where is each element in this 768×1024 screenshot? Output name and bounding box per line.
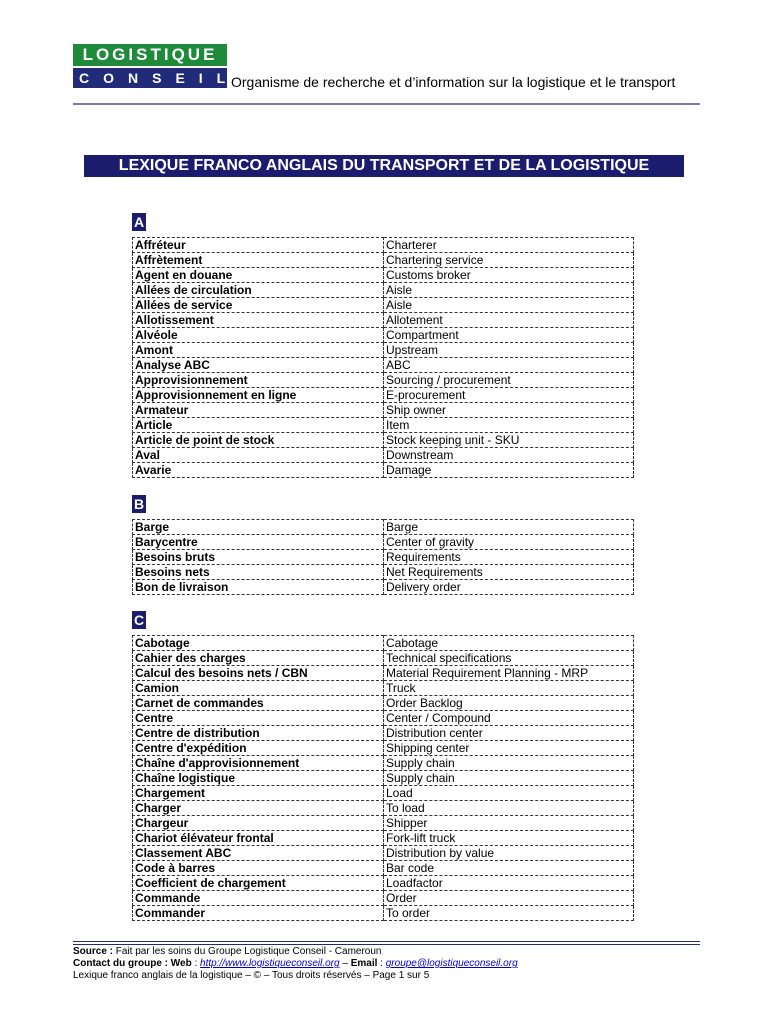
footer-divider: [73, 944, 700, 945]
french-term: Analyse ABC: [133, 358, 384, 373]
french-term: Chargement: [133, 786, 384, 801]
english-term: Order Backlog: [384, 696, 634, 711]
table-row: [133, 328, 634, 343]
table-row: [133, 711, 634, 726]
french-term: Barge: [133, 520, 384, 535]
english-term: Customs broker: [384, 268, 634, 283]
footer-copyright: Lexique franco anglais de la logistique – © – Tous droits réservés – Page 1 sur 5: [73, 970, 430, 981]
footer-sep: :: [377, 958, 386, 969]
english-term: Center / Compound: [384, 711, 634, 726]
french-term: Classement ABC: [133, 846, 384, 861]
logo-top-text: LOGISTIQUE: [73, 44, 227, 66]
french-term: Avarie: [133, 463, 384, 478]
logo-bottom-text: CONSEIL: [73, 68, 227, 88]
page-title: LEXIQUE FRANCO ANGLAIS DU TRANSPORT ET DE LA LOGISTIQUE: [84, 155, 684, 177]
french-term: Alvéole: [133, 328, 384, 343]
french-term: Centre de distribution: [133, 726, 384, 741]
french-term: Bon de livraison: [133, 580, 384, 595]
english-term: Allotement: [384, 313, 634, 328]
table-row: [133, 831, 634, 846]
english-term: Charterer: [384, 238, 634, 253]
french-term: Affréteur: [133, 238, 384, 253]
table-row: [133, 550, 634, 565]
french-term: Chaîne d'approvisionnement: [133, 756, 384, 771]
english-term: Sourcing / procurement: [384, 373, 634, 388]
table-row: [133, 756, 634, 771]
section-header-c: [132, 611, 146, 630]
french-term: Coefficient de chargement: [133, 876, 384, 891]
table-row: [133, 565, 634, 580]
table-row: [133, 741, 634, 756]
french-term: Cabotage: [133, 636, 384, 651]
english-term: Item: [384, 418, 634, 433]
table-row: [133, 786, 634, 801]
table-row: [133, 433, 634, 448]
french-term: Besoins nets: [133, 565, 384, 580]
french-term: Article de point de stock: [133, 433, 384, 448]
table-row: [133, 358, 634, 373]
french-term: Allotissement: [133, 313, 384, 328]
english-term: Delivery order: [384, 580, 634, 595]
table-row: [133, 463, 634, 478]
footer-sep: –: [339, 958, 351, 969]
table-row: [133, 388, 634, 403]
table-row: [133, 253, 634, 268]
english-term: ABC: [384, 358, 634, 373]
table-row: [133, 448, 634, 463]
french-term: Amont: [133, 343, 384, 358]
english-term: Distribution by value: [384, 846, 634, 861]
table-row: [133, 846, 634, 861]
english-term: Compartment: [384, 328, 634, 343]
french-term: Carnet de commandes: [133, 696, 384, 711]
french-term: Article: [133, 418, 384, 433]
footer-source-label: Source :: [73, 946, 114, 957]
logo: [73, 44, 240, 88]
section-letter: A: [133, 214, 145, 230]
table-row: [133, 343, 634, 358]
table-row: [133, 535, 634, 550]
french-term: Armateur: [133, 403, 384, 418]
french-term: Commande: [133, 891, 384, 906]
english-term: Aisle: [384, 298, 634, 313]
french-term: Aval: [133, 448, 384, 463]
english-term: Technical specifications: [384, 651, 634, 666]
footer-web-link[interactable]: http://www.logistiqueconseil.org: [200, 958, 340, 969]
table-row: [133, 268, 634, 283]
french-term: Commander: [133, 906, 384, 921]
english-term: Load: [384, 786, 634, 801]
tagline: Organisme de recherche et d’information sur la logistique et le transport: [231, 74, 676, 90]
english-term: Order: [384, 891, 634, 906]
english-term: Fork-lift truck: [384, 831, 634, 846]
english-term: Supply chain: [384, 756, 634, 771]
footer-email-label: Email: [350, 958, 378, 969]
english-term: Downstream: [384, 448, 634, 463]
section-letter: B: [133, 496, 145, 512]
french-term: Chaîne logistique: [133, 771, 384, 786]
english-term: Stock keeping unit - SKU: [384, 433, 634, 448]
table-row: [133, 580, 634, 595]
french-term: Agent en douane: [133, 268, 384, 283]
english-term: Cabotage: [384, 636, 634, 651]
english-term: Shipping center: [384, 741, 634, 756]
french-term: Centre d'expédition: [133, 741, 384, 756]
french-term: Cahier des charges: [133, 651, 384, 666]
table-row: [133, 651, 634, 666]
english-term: To order: [384, 906, 634, 921]
table-row: [133, 771, 634, 786]
footer-divider: [73, 941, 700, 942]
french-term: Chariot élévateur frontal: [133, 831, 384, 846]
french-term: Code à barres: [133, 861, 384, 876]
table-row: [133, 861, 634, 876]
table-row: [133, 283, 634, 298]
table-row: [133, 666, 634, 681]
english-term: Supply chain: [384, 771, 634, 786]
english-term: Barge: [384, 520, 634, 535]
table-row: [133, 636, 634, 651]
french-term: Camion: [133, 681, 384, 696]
table-row: [133, 876, 634, 891]
english-term: Center of gravity: [384, 535, 634, 550]
english-term: Loadfactor: [384, 876, 634, 891]
terms-table-a: [132, 237, 634, 478]
footer-source: [73, 946, 518, 958]
english-term: Damage: [384, 463, 634, 478]
table-row: [133, 313, 634, 328]
section-header-a: [132, 213, 146, 232]
table-row: [133, 298, 634, 313]
french-term: Affrètement: [133, 253, 384, 268]
table-row: [133, 906, 634, 921]
english-term: To load: [384, 801, 634, 816]
table-row: [133, 726, 634, 741]
footer-sep: :: [191, 958, 201, 969]
footer-contact-label: Contact du groupe : Web: [73, 958, 192, 969]
table-row: [133, 681, 634, 696]
english-term: Upstream: [384, 343, 634, 358]
english-term: Distribution center: [384, 726, 634, 741]
table-row: [133, 801, 634, 816]
table-row: [133, 696, 634, 711]
french-term: Barycentre: [133, 535, 384, 550]
french-term: Allées de circulation: [133, 283, 384, 298]
footer-source-text: Fait par les soins du Groupe Logistique Conseil - Cameroun: [113, 946, 382, 957]
footer-contact: [73, 958, 518, 970]
english-term: Chartering service: [384, 253, 634, 268]
english-term: Aisle: [384, 283, 634, 298]
table-row: [133, 520, 634, 535]
french-term: Approvisionnement en ligne: [133, 388, 384, 403]
section-letter: C: [133, 612, 145, 628]
section-header-b: [132, 495, 146, 514]
english-term: Net Requirements: [384, 565, 634, 580]
header-divider: [73, 103, 700, 105]
table-row: [133, 238, 634, 253]
footer: [73, 946, 518, 982]
french-term: Centre: [133, 711, 384, 726]
terms-table-c: [132, 635, 634, 921]
french-term: Allées de service: [133, 298, 384, 313]
french-term: Calcul des besoins nets / CBN: [133, 666, 384, 681]
french-term: Approvisionnement: [133, 373, 384, 388]
english-term: Bar code: [384, 861, 634, 876]
table-row: [133, 403, 634, 418]
table-row: [133, 816, 634, 831]
footer-email-link[interactable]: groupe@logistiqueconseil.org: [385, 958, 518, 969]
english-term: Shipper: [384, 816, 634, 831]
english-term: Truck: [384, 681, 634, 696]
table-row: [133, 891, 634, 906]
english-term: E-procurement: [384, 388, 634, 403]
english-term: Ship owner: [384, 403, 634, 418]
french-term: Charger: [133, 801, 384, 816]
english-term: Material Requirement Planning - MRP: [384, 666, 634, 681]
terms-table-b: [132, 519, 634, 595]
french-term: Chargeur: [133, 816, 384, 831]
table-row: [133, 373, 634, 388]
table-row: [133, 418, 634, 433]
english-term: Requirements: [384, 550, 634, 565]
french-term: Besoins bruts: [133, 550, 384, 565]
